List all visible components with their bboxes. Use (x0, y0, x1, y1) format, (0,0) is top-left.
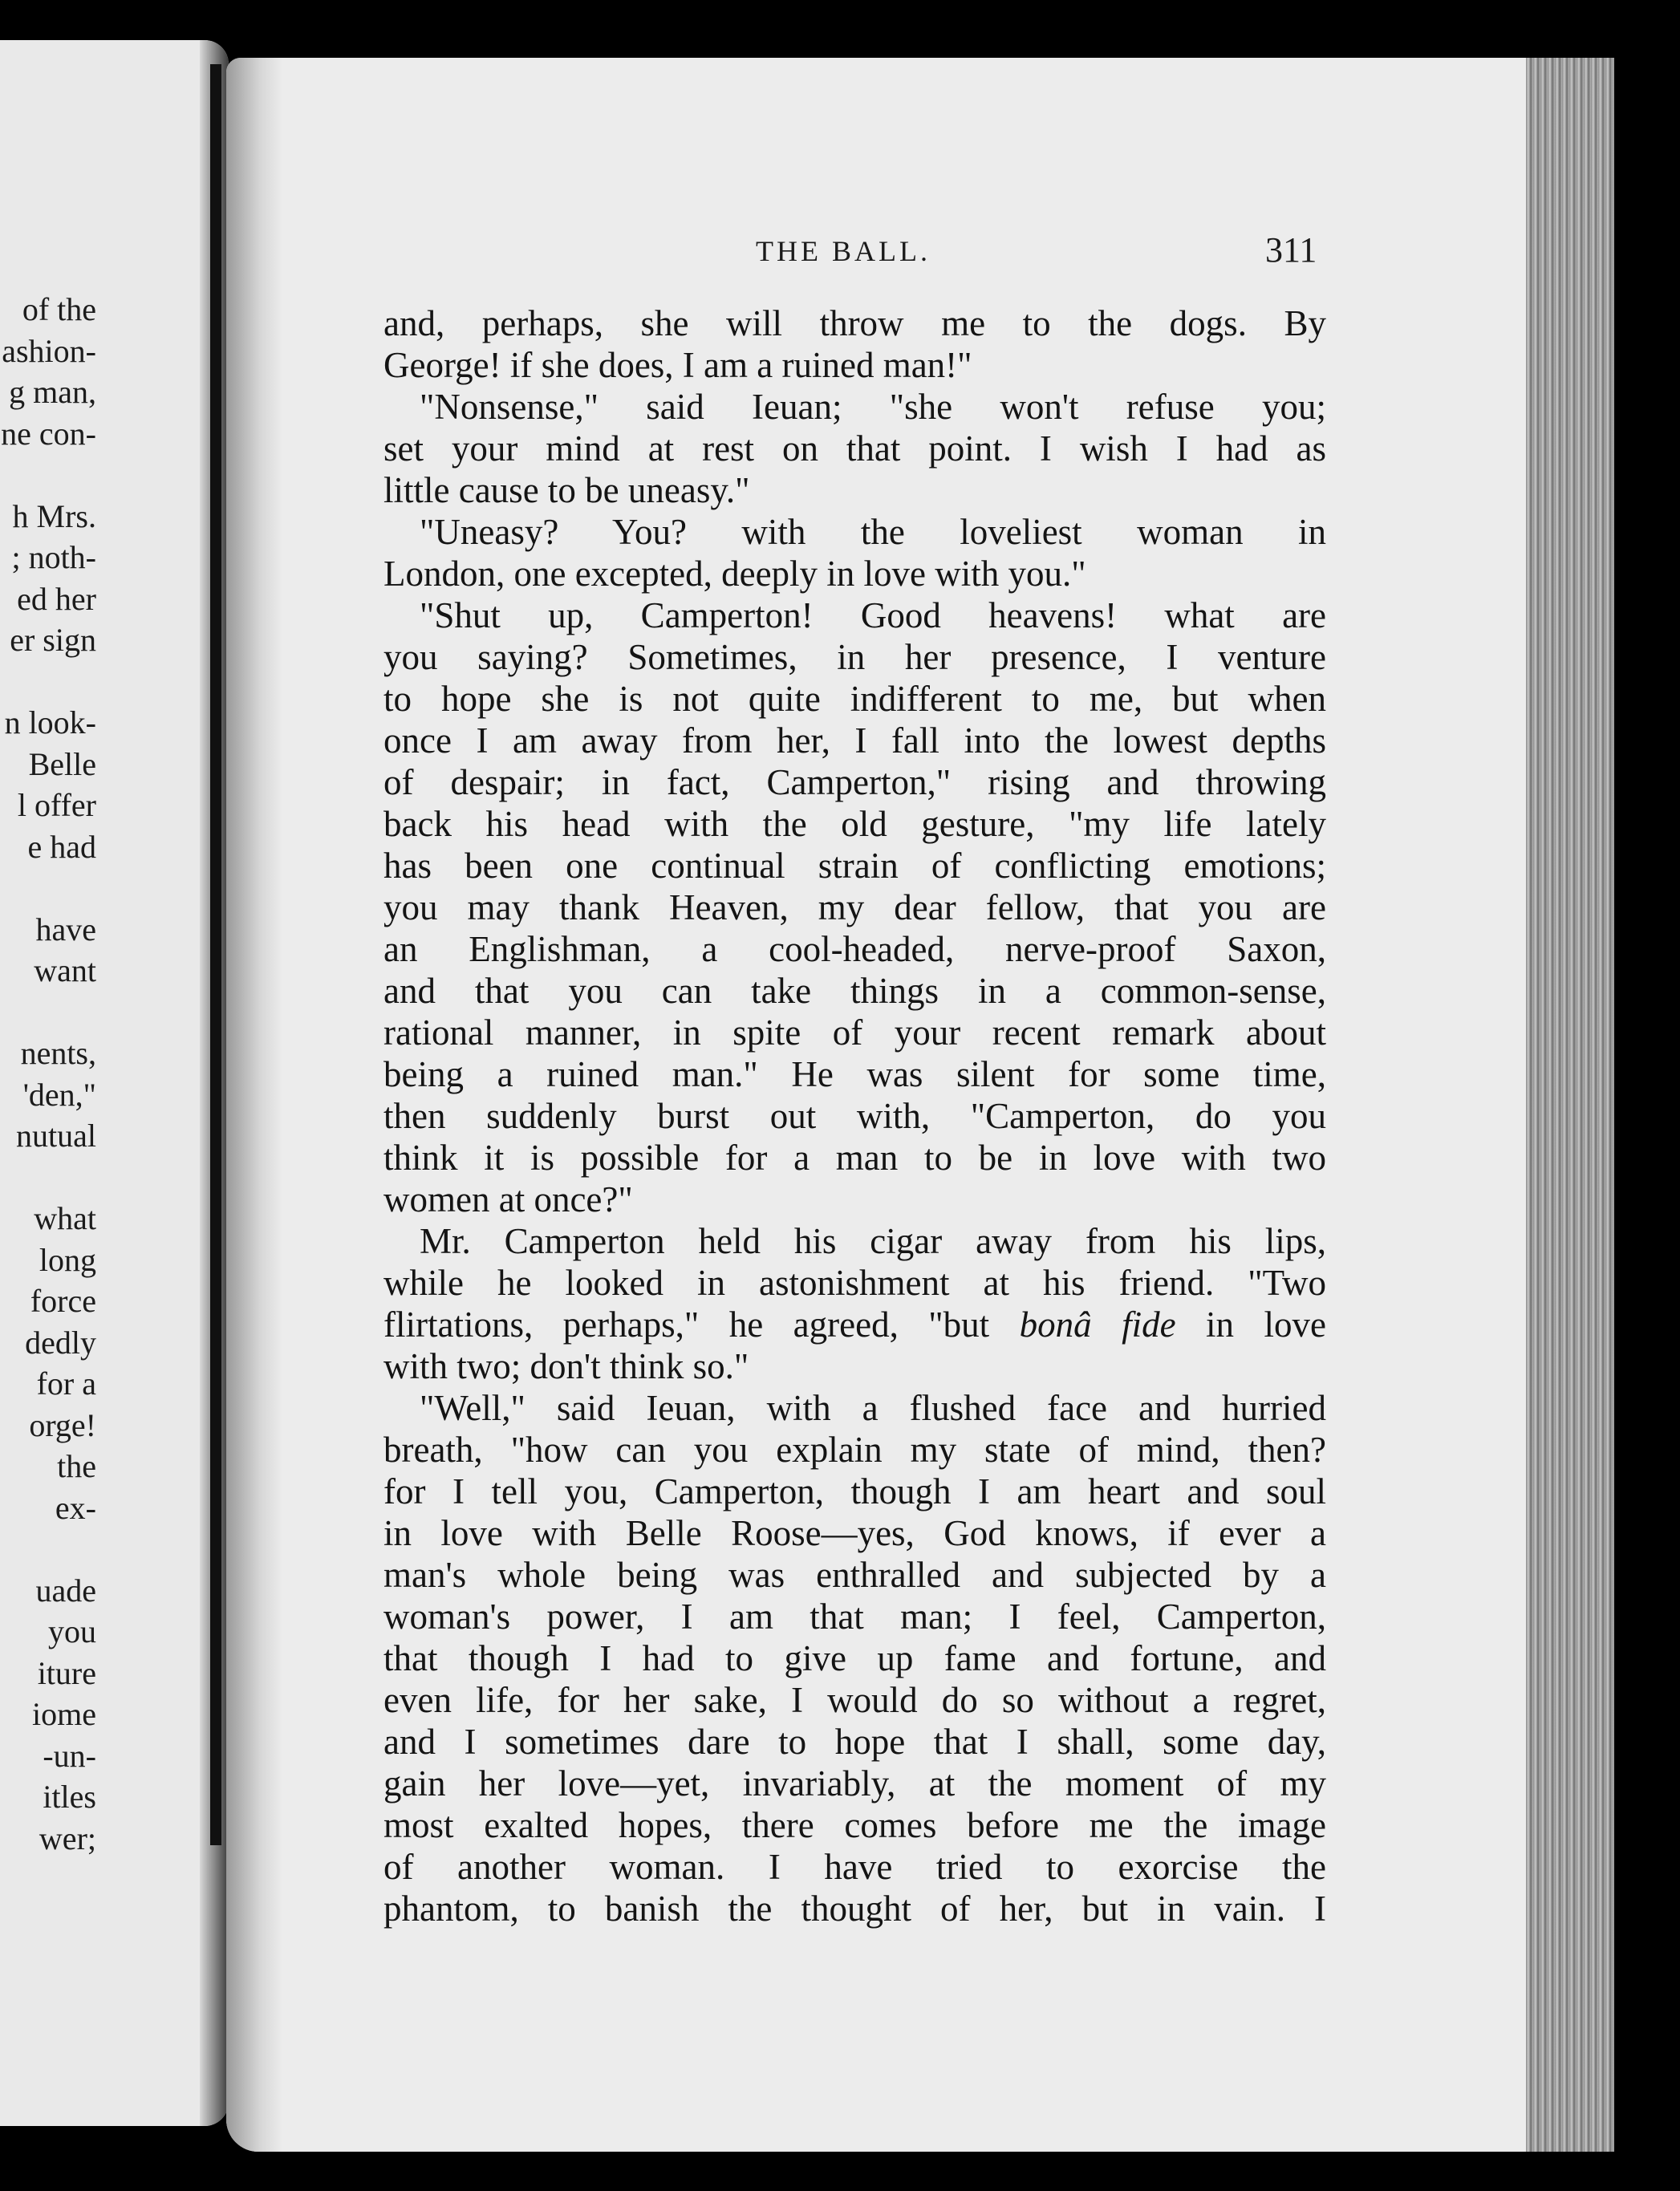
left-page-line: ashion- (2, 332, 96, 369)
text-line: and, perhaps, she will throw me to the dogs. By (383, 303, 1326, 343)
text-line: of another woman. I have tried to exorcise the (383, 1847, 1326, 1887)
body-text (383, 302, 1326, 1929)
text-line: you may thank Heaven, my dear fellow, that you are (383, 887, 1326, 927)
text-line: for I tell you, Camperton, though I am heart and soul (383, 1471, 1326, 1511)
page-number: 311 (1265, 230, 1317, 270)
left-page-line (0, 992, 96, 1033)
left-page-line: iome (32, 1696, 96, 1732)
text-line-start: flirtations, perhaps," he agreed, "but (383, 1304, 1020, 1345)
text-line: being a ruined man." He was silent for some time, (383, 1054, 1326, 1094)
text-line: rational manner, in spite of your recent remark about (383, 1012, 1326, 1053)
text-line: "Nonsense," said Ieuan; "she won't refuse you; (420, 387, 1326, 427)
text-line: then suddenly burst out with, "Camperton, do you (383, 1096, 1326, 1136)
text-line: little cause to be uneasy." (383, 470, 750, 510)
text-line: and that you can take things in a common-sense, (383, 971, 1326, 1011)
text-line: that though I had to give up fame and fortune, and (383, 1638, 1326, 1678)
text-line: to hope she is not quite indifferent to me, but when (383, 679, 1326, 719)
text-line (383, 1304, 1326, 1345)
text-line: has been one continual strain of conflicting emotions; (383, 846, 1326, 886)
left-page-line (0, 454, 96, 496)
text-line: with two; don't think so." (383, 1346, 749, 1386)
left-page (0, 40, 229, 2126)
left-page-line: ; noth- (11, 539, 96, 575)
left-page-line: itles (43, 1779, 96, 1815)
text-line-end: in love (1175, 1304, 1326, 1345)
text-line: most exalted hopes, there comes before me the image (383, 1805, 1326, 1845)
text-line: an Englishman, a cool-headed, nerve-proof Saxon, (383, 929, 1326, 969)
text-line: London, one excepted, deeply in love with you." (383, 554, 1086, 594)
left-page-line: want (34, 952, 96, 988)
text-line: "Uneasy? You? with the loveliest woman in (420, 512, 1326, 552)
left-page-line: ed her (17, 580, 96, 617)
left-page-text (0, 289, 96, 1859)
left-page-line: iture (37, 1654, 96, 1691)
text-line: think it is possible for a man to be in love with two (383, 1138, 1326, 1178)
text-line: and I sometimes dare to hope that I shall, some day, (383, 1722, 1326, 1762)
left-page-line: ex- (55, 1489, 96, 1526)
left-page-line: you (48, 1613, 96, 1649)
left-page-line: wer; (39, 1820, 96, 1856)
text-line: while he looked in astonishment at his friend. "Two (383, 1263, 1326, 1303)
right-page (226, 58, 1614, 2152)
text-line: once I am away from her, I fall into the lowest depths (383, 720, 1326, 761)
text-line: gain her love—yet, invariably, at the moment of my (383, 1763, 1326, 1804)
running-title: THE BALL. (756, 235, 931, 267)
left-page-line: ne con- (1, 415, 96, 452)
text-line: even life, for her sake, I would do so without a regret, (383, 1680, 1326, 1720)
book-spine-shadow (210, 64, 221, 1845)
left-page-line: e had (27, 828, 96, 865)
page-edges (1526, 58, 1614, 2152)
text-line: phantom, to banish the thought of her, but in vain. I (383, 1889, 1326, 1929)
text-line: set your mind at rest on that point. I wish I had as (383, 428, 1326, 469)
left-page-line (0, 661, 96, 703)
left-page-line: force (30, 1283, 96, 1319)
right-page-gutter-shadow (226, 58, 282, 2152)
left-page-line: 'den," (22, 1076, 96, 1113)
left-page-line: of the (22, 291, 96, 327)
left-page-line: orge! (29, 1406, 96, 1443)
text-line: women at once?" (383, 1179, 633, 1219)
left-page-line: have (35, 911, 96, 947)
text-line: woman's power, I am that man; I feel, Camperton, (383, 1597, 1326, 1637)
text-line: Mr. Camperton held his cigar away from his lips, (420, 1221, 1326, 1261)
left-page-line: l offer (17, 787, 96, 823)
left-page-line: n look- (4, 704, 96, 740)
text-line: man's whole being was enthralled and subjected by a (383, 1555, 1326, 1595)
text-line: of despair; in fact, Camperton," rising and throwing (383, 762, 1326, 802)
left-page-line: er sign (10, 622, 96, 658)
left-page-line: for a (36, 1365, 96, 1402)
text-line: George! if she does, I am a ruined man!" (383, 345, 972, 385)
left-page-line (0, 1528, 96, 1570)
text-line: breath, "how can you explain my state of mind, then? (383, 1430, 1326, 1470)
left-page-line: g man, (9, 374, 96, 410)
italic-phrase: bonâ fide (1019, 1304, 1176, 1345)
text-line: back his head with the old gesture, "my life lately (383, 804, 1326, 844)
left-page-line: nutual (16, 1118, 96, 1154)
left-page-line: nents, (20, 1035, 96, 1071)
text-line: "Shut up, Camperton! Good heavens! what are (420, 595, 1326, 635)
left-page-line: what (34, 1200, 96, 1236)
left-page-line: uade (35, 1572, 96, 1609)
left-page-line: the (57, 1448, 96, 1484)
left-page-line: -un- (43, 1737, 96, 1774)
text-line: you saying? Sometimes, in her presence, I venture (383, 637, 1326, 677)
left-page-line: long (39, 1241, 96, 1278)
text-line: "Well," said Ieuan, with a flushed face and hurried (420, 1388, 1326, 1428)
running-head (226, 230, 1614, 282)
left-page-line (0, 867, 96, 909)
left-page-line: h Mrs. (12, 497, 96, 534)
left-page-line: Belle (28, 745, 96, 782)
left-page-line (0, 1157, 96, 1199)
left-page-line: dedly (25, 1324, 96, 1361)
text-line: in love with Belle Roose—yes, God knows, if ever a (383, 1513, 1326, 1553)
